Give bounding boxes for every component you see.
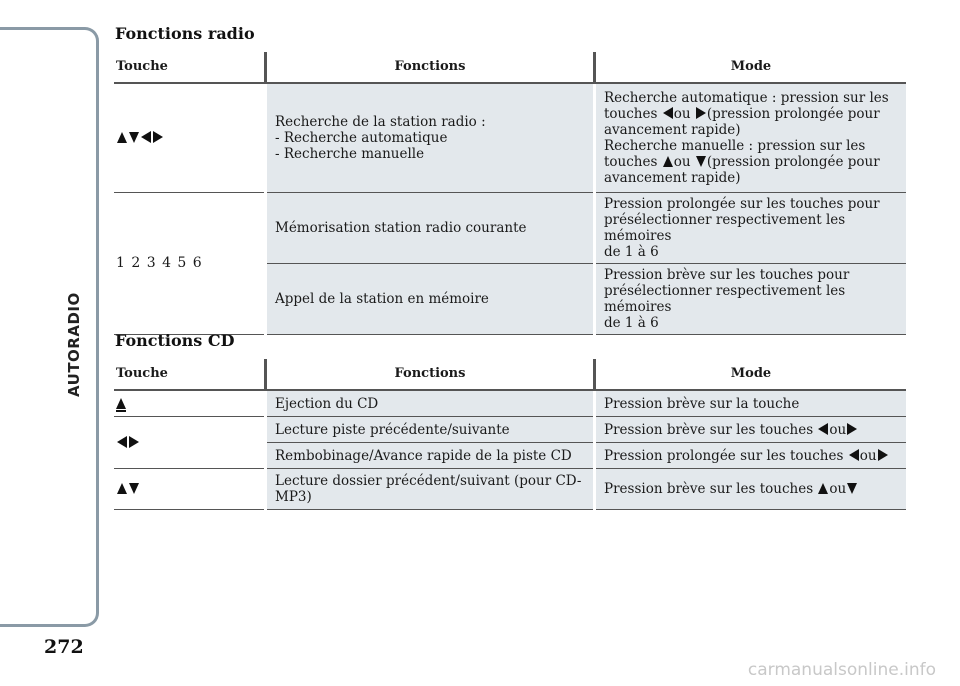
mode-cell: Recherche automatique : pression sur les touches ou (pression prolongée pour avancement rapide) Recherche manuelle : pression sur les touches ou (pression prolongée pour avancement rapide) — [595, 83, 907, 192]
touche-cell: 1 2 3 4 5 6 — [114, 192, 266, 334]
fonctions-cell: Lecture dossier précédent/suivant (pour CD- MP3) — [266, 469, 595, 510]
arrow-right-icon — [153, 131, 163, 143]
mode-cell: Pression prolongée sur les touches pour présélectionner respectivement les mémoires de 1 à 6 — [595, 192, 907, 263]
header-fonctions: Fonctions — [266, 52, 595, 83]
table-row — [114, 192, 906, 263]
table-row — [114, 390, 906, 417]
table-row — [114, 417, 906, 443]
arrow-left-icon — [141, 131, 151, 143]
fonctions-cell: Rembobinage/Avance rapide de la piste CD — [266, 443, 595, 469]
mode-cell: Pression brève sur les touches ou — [595, 469, 907, 510]
watermark: carmanualsonline.info — [747, 660, 936, 680]
cd-functions-table — [114, 359, 906, 510]
header-fonctions: Fonctions — [266, 359, 595, 390]
arrow-down-icon — [129, 483, 139, 494]
arrow-right-icon — [129, 436, 139, 448]
header-touche: Touche — [114, 52, 266, 83]
touche-cell — [114, 417, 266, 469]
touche-cell — [114, 390, 266, 417]
mode-cell: Pression brève sur les touches pour présélectionner respectivement les mémoires de 1 à 6 — [595, 263, 907, 334]
arrow-left-icon — [849, 449, 859, 461]
header-mode: Mode — [595, 359, 907, 390]
fonctions-cell: Ejection du CD — [266, 390, 595, 417]
arrow-up-icon — [818, 483, 828, 494]
mode-cell: Pression brève sur les touches ou — [595, 417, 907, 443]
arrow-right-icon — [878, 449, 888, 461]
eject-icon — [116, 398, 126, 412]
fonctions-cell: Recherche de la station radio : - Recherche automatique - Recherche manuelle — [266, 83, 595, 192]
header-touche: Touche — [114, 359, 266, 390]
fonctions-cell: Mémorisation station radio courante — [266, 192, 595, 263]
header-mode: Mode — [595, 52, 907, 83]
arrow-down-icon — [129, 132, 139, 143]
touche-cell — [114, 83, 266, 192]
radio-section-title: Fonctions radio — [115, 24, 255, 43]
fonctions-cell: Appel de la station en mémoire — [266, 263, 595, 334]
arrow-down-icon — [847, 483, 857, 494]
table-row — [114, 83, 906, 192]
table-header-row — [114, 359, 906, 390]
arrow-up-icon — [117, 132, 127, 143]
cd-section-title: Fonctions CD — [115, 331, 235, 350]
fonctions-cell: Lecture piste précédente/suivante — [266, 417, 595, 443]
mode-cell: Pression prolongée sur les touches ou — [595, 443, 907, 469]
mode-cell: Pression brève sur la touche — [595, 390, 907, 417]
radio-functions-table — [114, 52, 906, 335]
arrow-down-icon — [696, 156, 706, 167]
arrow-up-icon — [117, 483, 127, 494]
arrow-right-icon — [847, 423, 857, 435]
arrow-left-icon — [663, 107, 673, 119]
table-row — [114, 469, 906, 510]
table-header-row — [114, 52, 906, 83]
arrow-right-icon — [696, 107, 706, 119]
touche-cell — [114, 469, 266, 510]
section-tab-label: AUTORADIO — [65, 292, 83, 398]
arrow-left-icon — [818, 423, 828, 435]
arrow-up-icon — [663, 156, 673, 167]
page-number: 272 — [44, 636, 84, 658]
arrow-left-icon — [117, 436, 127, 448]
